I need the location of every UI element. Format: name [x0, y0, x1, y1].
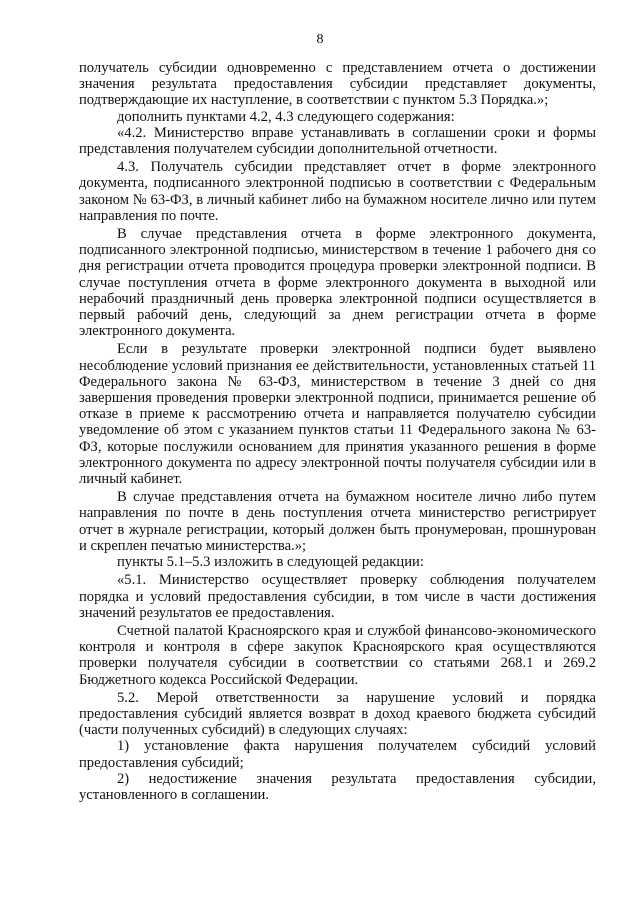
- paragraph: В случае представления отчета на бумажном носителе лично либо путем направления по почте в день поступления отчета министерство регистрирует отчет в журнале регистрации, который должен быть пронумерован, прошнурован и скреплен печатью министерства.»;: [79, 489, 596, 554]
- paragraph: получатель субсидии одновременно с представлением отчета о достижении значения результата предоставления субсидии представляет документы, подтверждающие их наступление, в соответствии с пунктом 5.3 Порядка.»;: [79, 60, 596, 109]
- paragraph: «4.2. Министерство вправе устанавливать в соглашении сроки и формы представления получателем субсидии дополнительной отчетности.: [79, 124, 596, 158]
- paragraph: пункты 5.1–5.3 изложить в следующей редакции:: [117, 554, 424, 571]
- paragraph: 2) недостижение значения результата предоставления субсидии, установленного в соглашении.: [79, 770, 596, 803]
- paragraph: 5.2. Мерой ответственности за нарушение условий и порядка предоставления субсидий является возврат в доход краевого бюджета субсидий (части полученных субсидий) в следующих случаях:: [79, 689, 596, 739]
- paragraph: «5.1. Министерство осуществляет проверку соблюдения получателем порядка и условий предоставления субсидии, в том числе в части достижения значений результатов ее предоставления.: [79, 572, 596, 621]
- paragraph: Если в результате проверки электронной подписи будет выявлено несоблюдение условий признания ее действительности, установленных статьей 11 Федерального закона № 63-ФЗ, министерством в течение 3 дней со дня завершения проведения проверки электронной подписи, принимается решение об отказе в приеме к рассмотрению отчета и направляется получателю субсидии уведомление об этом с указанием пунктов статьи 11 Федерального закона № 63-ФЗ, которые послужили основанием для принятия указанного решения в форме электронного документа по адресу электронной почты получателя субсидии или в личный кабинет.: [79, 341, 596, 488]
- paragraph: Счетной палатой Красноярского края и службой финансово-экономического контроля и контроля в сфере закупок Красноярского края осуществляются проверки получателя субсидии в соответствии со статьями 268.1 и 269.2 Бюджетного кодекса Российской Федерации.: [79, 622, 596, 688]
- paragraph: 4.3. Получатель субсидии представляет отчет в форме электронного документа, подписанного электронной подписью в соответствии с Федеральным законом № 63-ФЗ, в личный кабинет либо на бумажном носителе лично или путем направления по почте.: [79, 159, 596, 224]
- page-number: 8: [316, 32, 324, 47]
- document-body: [79, 60, 596, 803]
- paragraph: дополнить пунктами 4.2, 4.3 следующего содержания:: [117, 108, 455, 125]
- paragraph: 1) установление факта нарушения получателем субсидий условий предоставления субсидий;: [79, 738, 596, 771]
- paragraph: В случае представления отчета в форме электронного документа, подписанного электронной подписью, министерством в течение 1 рабочего дня со дня регистрации отчета проводится процедура проверки электронной подписи. В случае поступления отчета в форме электронного документа в выходной или нерабочий праздничный день проверка электронной подписи осуществляется в первый рабочий день, следующий за днем регистрации отчета в форме электронного документа.: [79, 226, 596, 340]
